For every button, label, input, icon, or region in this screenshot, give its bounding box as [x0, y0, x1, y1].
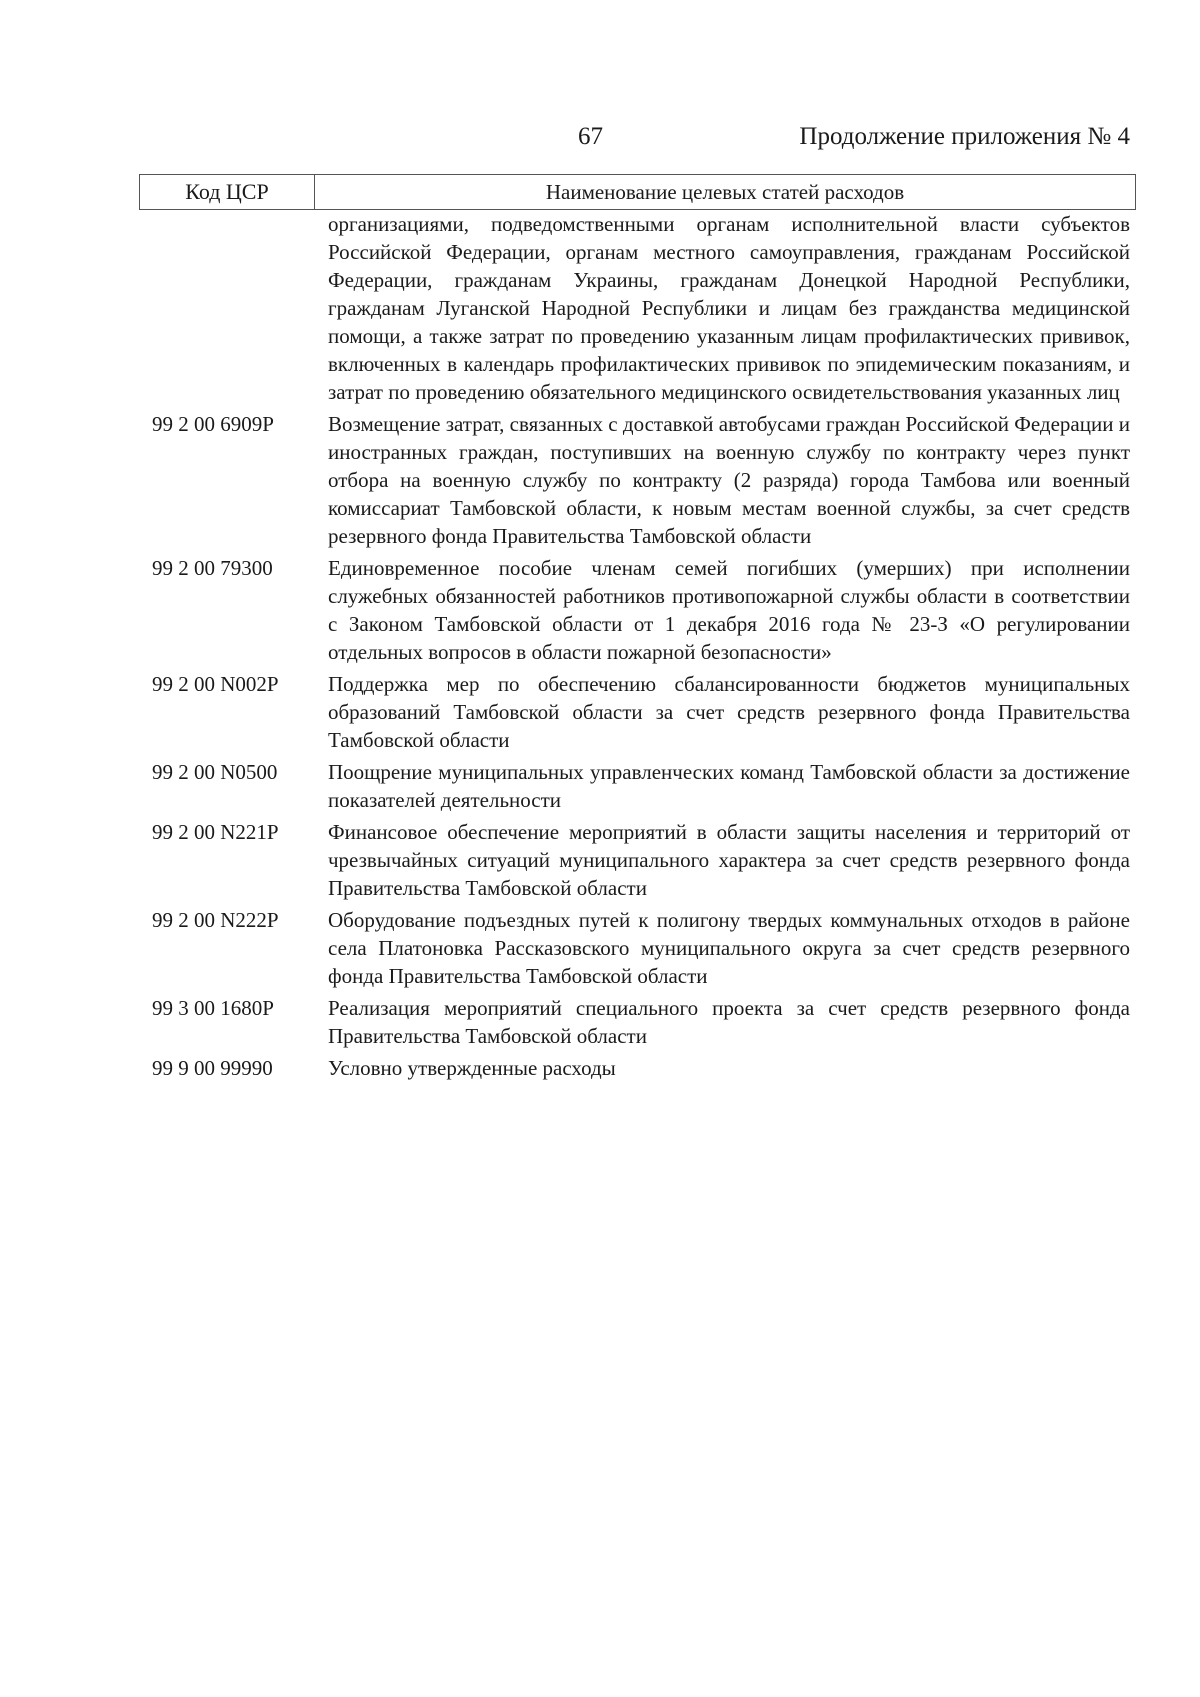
- table-header: [139, 174, 1136, 210]
- table-row: [152, 670, 1130, 754]
- row-description: Финансовое обеспечение мероприятий в области защиты населения и территорий от чрезвычайных ситуаций муниципального характера за счет средств резервного фонда Правительства Тамбовской области: [328, 820, 1130, 900]
- table-row: [152, 1054, 1130, 1082]
- table-row: [152, 410, 1130, 550]
- row-code: 99 3 00 1680P: [152, 996, 274, 1020]
- table-row: [152, 994, 1130, 1050]
- table-row: [152, 906, 1130, 990]
- row-description: организациями, подведомственными органам исполнительной власти субъектов Российской Федерации, органам местного самоуправления, гражданам Российской Федерации, гражданам Украины, гражданам Донецкой Народной Республики, гражданам Луганской Народной Республики и лицам без гражданства медицинской помощи, а также затрат по проведению указанным лицам профилактических прививок, включенных в календарь профилактических прививок по эпидемическим показаниям, и затрат по проведению обязательного медицинского освидетельствования указанных лиц: [328, 212, 1130, 404]
- row-description: Оборудование подъездных путей к полигону твердых коммунальных отходов в районе села Платоновка Рассказовского муниципального округа за счет средств резервного фонда Правительства Тамбовской области: [328, 908, 1130, 988]
- row-code: 99 2 00 6909P: [152, 412, 274, 436]
- row-code: 99 2 00 79300: [152, 556, 273, 580]
- row-description: Единовременное пособие членам семей погибших (умерших) при исполнении служебных обязанностей работников противопожарной службы области в соответствии с Законом Тамбовской области от 1 декабря 2016 года № 23-З «О регулировании отдельных вопросов в области пожарной безопасности»: [328, 556, 1130, 664]
- table-row: [152, 210, 1130, 406]
- row-description: Реализация мероприятий специального проекта за счет средств резервного фонда Правительства Тамбовской области: [328, 996, 1130, 1048]
- row-description: Поощрение муниципальных управленческих команд Тамбовской области за достижение показателей деятельности: [328, 760, 1130, 812]
- table-body: [152, 210, 1130, 1082]
- row-code: 99 2 00 N222P: [152, 908, 279, 932]
- row-code: 99 2 00 N221P: [152, 820, 279, 844]
- page-number: 67: [578, 123, 603, 150]
- row-description: Поддержка мер по обеспечению сбалансированности бюджетов муниципальных образований Тамбовской области за счет средств резервного фонда Правительства Тамбовской области: [328, 672, 1130, 752]
- row-code: 99 2 00 N002P: [152, 672, 279, 696]
- table-row: [152, 758, 1130, 814]
- appendix-title: Продолжение приложения № 4: [799, 123, 1130, 150]
- table-row: [152, 554, 1130, 666]
- row-code: 99 2 00 N0500: [152, 760, 278, 784]
- column-header-code: Код ЦСР: [140, 175, 315, 209]
- table-row: [152, 818, 1130, 902]
- column-header-name: Наименование целевых статей расходов: [545, 180, 905, 204]
- row-code: 99 9 00 99990: [152, 1056, 273, 1080]
- row-description: Условно утвержденные расходы: [328, 1056, 616, 1080]
- row-description: Возмещение затрат, связанных с доставкой автобусами граждан Российской Федерации и иностранных граждан, поступивших на военную службу по контракту через пункт отбора на военную службу по контракту (2 разряда) города Тамбова или военный комиссариат Тамбовской области, к новым местам военной службы, за счет средств резервного фонда Правительства Тамбовской области: [328, 412, 1130, 548]
